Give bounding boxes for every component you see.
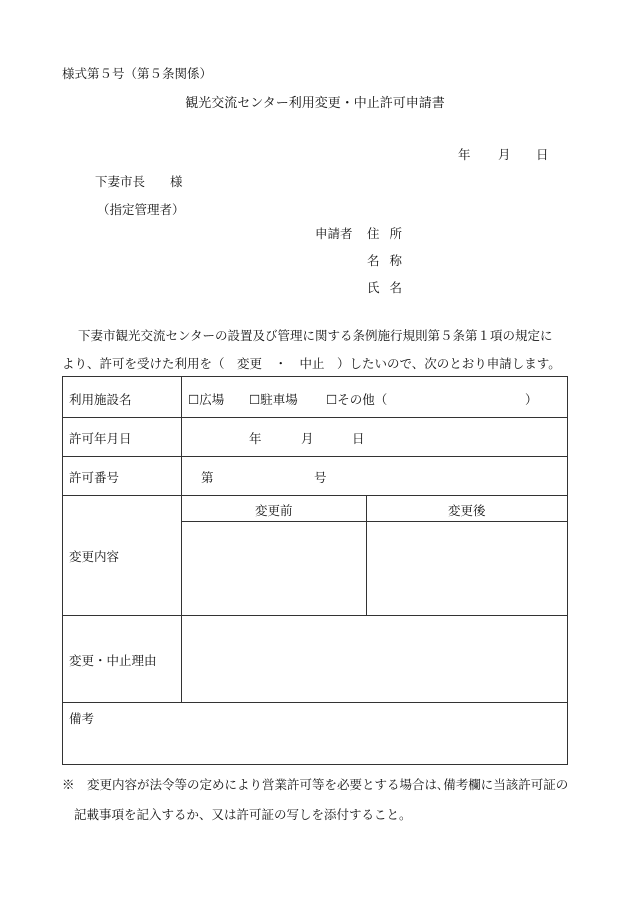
form-title: 観光交流センター利用変更・中止許可申請書 (185, 96, 445, 111)
column-divider (181, 377, 182, 702)
permit-number-prefix: 第 (201, 470, 214, 485)
footnote (62, 770, 582, 830)
before-change-label: 変更前 (255, 503, 293, 518)
facility-other-close: ） (525, 392, 538, 407)
applicant-label: 申請者 (315, 226, 353, 241)
footnote-line-2: 記載事項を記入するか、又は許可証の写しを添付すること。 (74, 807, 412, 822)
date-day-label: 日 (536, 147, 549, 162)
form-number: 様式第５号（第５条関係） (62, 66, 213, 81)
permit-month-label: 月 (301, 431, 314, 446)
row-divider (63, 456, 567, 457)
after-change-label: 変更後 (448, 503, 486, 518)
application-table (62, 376, 568, 765)
applicant-name-label: 名称 (367, 253, 413, 268)
date-line (458, 145, 549, 163)
row-divider (63, 615, 567, 616)
permit-date-label: 許可年月日 (69, 431, 132, 446)
remarks-label: 備考 (69, 711, 95, 726)
applicant-person-label: 氏名 (367, 280, 413, 295)
date-month-label: 月 (498, 147, 511, 162)
designated-manager: （指定管理者） (97, 202, 185, 217)
footnote-line-1: ※ 変更内容が法令等の定めにより営業許可等を必要とする場合は､備考欄に当該許可証の (62, 777, 569, 792)
row-divider (63, 495, 567, 496)
row-divider (63, 417, 567, 418)
row-divider (181, 521, 567, 522)
applicant-address-label: 住所 (367, 226, 413, 241)
reason-label: 変更・中止理由 (69, 653, 157, 668)
statement-line-1: 下妻市観光交流センターの設置及び管理に関する条例施行規則第５条第１項の規定に (78, 328, 553, 343)
facility-option-plaza[interactable]: ☐広場 (188, 392, 225, 407)
statement-line-2: より、許可を受けた利用を（ 変更 ・ 中止 ）したいので、次のとおり申請します。 (62, 356, 561, 371)
permit-number-suffix: 号 (314, 470, 327, 485)
facility-option-other[interactable]: ☐その他（ (326, 392, 388, 407)
permit-day-label: 日 (352, 431, 365, 446)
row-divider (63, 702, 567, 703)
facility-option-parking[interactable]: ☐駐車場 (249, 392, 298, 407)
facility-label: 利用施設名 (69, 392, 132, 407)
permit-year-label: 年 (249, 431, 262, 446)
column-divider (366, 495, 367, 615)
application-statement (62, 322, 572, 378)
date-year-label: 年 (458, 147, 471, 162)
addressee: 下妻市長 様 (95, 174, 183, 189)
permit-number-label: 許可番号 (69, 470, 120, 485)
change-content-label: 変更内容 (69, 549, 120, 564)
